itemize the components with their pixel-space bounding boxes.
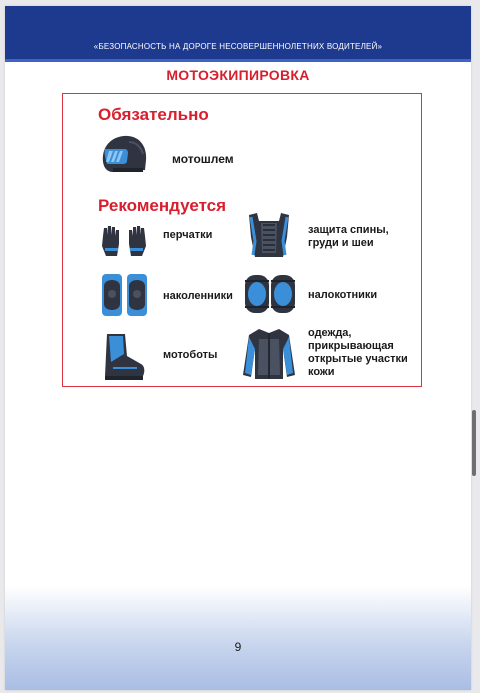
gloves-icon (99, 224, 149, 260)
jacket-label: одежда, прикрывающая открытые участки кожи (308, 327, 408, 378)
recommended-heading: Рекомендуется (98, 196, 227, 215)
moto-boots-label: мотоботы (163, 349, 218, 361)
required-heading: Обязательно (98, 105, 209, 124)
moto-boots-icon (99, 332, 147, 382)
knee-pads-icon (99, 272, 151, 318)
knee-pads-label: наколенники (163, 290, 233, 302)
document-page (5, 6, 471, 690)
helmet-icon (99, 132, 149, 176)
elbow-pads-label: налокотники (308, 289, 378, 301)
page-number: 9 (234, 640, 242, 654)
back-protector-icon (243, 211, 295, 261)
header-title: «БЕЗОПАСНОСТЬ НА ДОРОГЕ НЕСОВЕРШЕННОЛЕТНИХ ВОДИТЕЛЕЙ» (93, 42, 383, 51)
back-protector-label: защита спины, груди и шеи (308, 224, 389, 249)
header-band (5, 6, 471, 59)
jacket-icon (241, 325, 297, 381)
elbow-pads-icon (243, 271, 297, 317)
section-title: МОТОЭКИПИРОВКА (166, 67, 310, 83)
bottom-gradient (5, 586, 471, 690)
scrollbar-thumb[interactable] (472, 410, 476, 476)
header-divider (5, 59, 471, 62)
helmet-label: мотошлем (172, 152, 234, 166)
gloves-label: перчатки (163, 229, 213, 241)
